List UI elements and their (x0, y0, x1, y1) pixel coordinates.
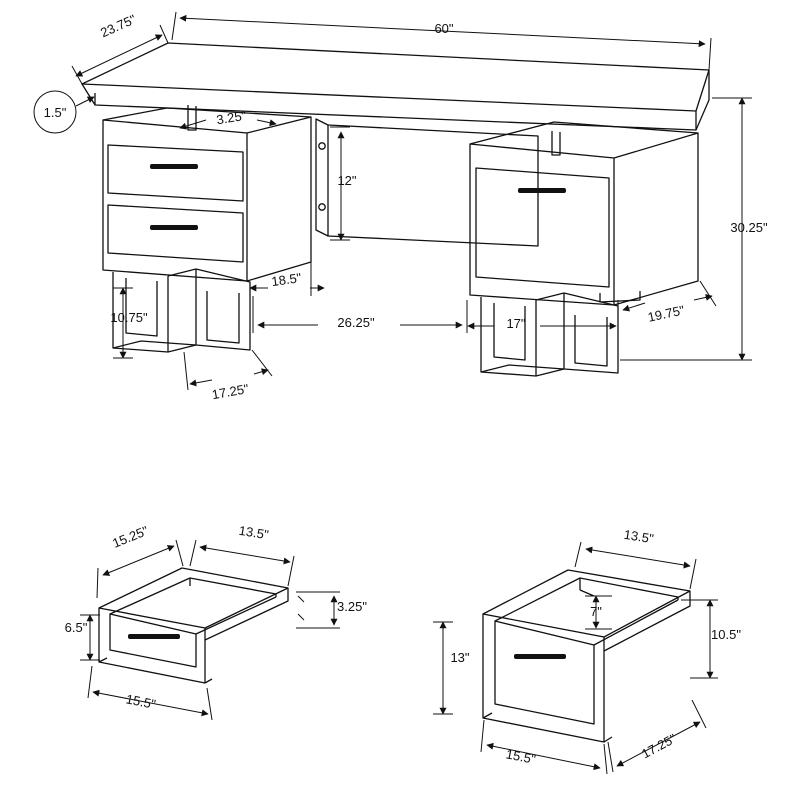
main-dimension-lines (34, 12, 752, 390)
dim-small-drawer-front-height: 6.5" (64, 620, 88, 635)
dim-large-drawer-front-height: 13" (450, 650, 470, 665)
dim-large-drawer-front-width: 15.5" (504, 746, 537, 767)
dim-right-cabinet-depth: 19.75" (646, 302, 686, 325)
dim-width-top: 60" (434, 21, 454, 36)
dim-large-drawer-back: 13.5" (622, 526, 655, 547)
dim-large-drawer-side-height: 10.5" (711, 627, 741, 642)
dim-large-drawer-depth: 17.25" (638, 730, 679, 762)
dim-small-drawer-front-width: 15.5" (124, 691, 157, 712)
dim-leg-height: 10.75" (110, 310, 148, 325)
dim-overall-height: 30.25" (730, 220, 768, 235)
dim-large-drawer-inner: 7" (590, 604, 602, 619)
dim-center-span: 26.25" (337, 315, 375, 330)
dim-depth-top: 23.75" (98, 11, 139, 41)
dim-small-drawer-side: 15.25" (110, 522, 151, 551)
dim-small-drawer-inner-depth: 3.25" (337, 599, 367, 614)
small-drawer-outline (99, 568, 288, 683)
dim-drawer-gap: 3.25" (215, 107, 248, 128)
dim-top-thickness: 1.5" (43, 105, 67, 120)
dim-left-cabinet-width: 18.5" (270, 270, 303, 290)
dim-small-drawer-back: 13.5" (237, 522, 270, 543)
dim-panel-height: 12" (337, 173, 357, 188)
dim-right-gap: 17" (506, 316, 526, 331)
dim-leg-depth: 17.25" (210, 380, 250, 403)
